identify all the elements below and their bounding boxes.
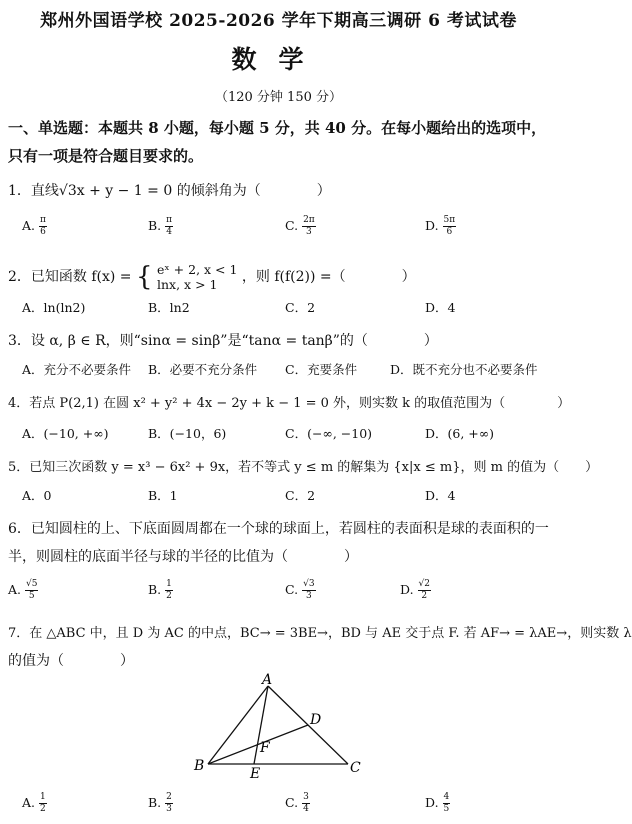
q3-option-a: A．充分不必要条件 <box>22 362 132 377</box>
q2-option-d: D．4 <box>425 300 456 315</box>
q1-stem: 1．直线√3x + y − 1 = 0 的倾斜角为（ ） <box>8 183 331 199</box>
q4-option-d: D．(6, +∞) <box>425 426 495 441</box>
q4-option-c: C．(−∞, −10) <box>285 426 373 441</box>
q3-option-b: B．必要不充分条件 <box>148 362 258 377</box>
q6-option-c: C. $\frac{√3}{3}$ <box>285 579 315 601</box>
label-b: B <box>194 758 205 774</box>
q3-stem: 3．设 α, β ∈ R，则“sinα = sinβ”是“tanα = tanβ”的（ ） <box>8 333 438 349</box>
section-heading-cont: 只有一项是符合题目要求的。 <box>8 147 204 165</box>
label-c: C <box>350 760 361 776</box>
q2-option-b: B．ln2 <box>148 300 190 315</box>
q3-option-c: C．充要条件 <box>285 362 358 377</box>
q7-option-c: C. $\frac{3}{4}$ <box>285 792 309 814</box>
q5-option-d: D．4 <box>425 488 456 503</box>
q6-option-b: B. $\frac{1}{2}$ <box>148 579 172 601</box>
q7-stem-cont: 的值为（ ） <box>8 653 134 669</box>
label-d: D <box>310 712 322 728</box>
q5-option-a: A．0 <box>22 488 52 503</box>
q6-stem: 6．已知圆柱的上、下底面圆周都在一个球的球面上，若圆柱的表面积是球的表面积的一 <box>8 521 549 537</box>
q4-option-a: A．(−10, +∞) <box>22 426 109 441</box>
q2-stem: 2．已知函数 f(x) = { eˣ + 2, x < 1 lnx, x > 1 ，则 f(f(2)) =（ ） <box>8 262 416 292</box>
q2-case2: lnx, x > 1 <box>157 277 218 292</box>
subject-title: 数学 <box>231 45 326 74</box>
section-heading: 一、单选题：本题共 8 小题，每小题 5 分，共 40 分。在每小题给出的选项中， <box>8 119 547 137</box>
label-a: A <box>262 672 273 688</box>
triangle-figure <box>190 672 370 784</box>
q5-stem: 5．已知三次函数 y = x³ − 6x² + 9x，若不等式 y ≤ m 的解集为 {x|x ≤ m}，则 m 的值为（ ） <box>8 460 599 475</box>
q7-option-a: A. $\frac{1}{2}$ <box>22 792 46 814</box>
q2-option-a: A．ln(ln2) <box>22 300 86 315</box>
q1-option-b: B. $\frac{\pi}{4}$ <box>148 215 173 237</box>
label-f: F <box>260 740 270 756</box>
q5-option-c: C．2 <box>285 488 316 503</box>
q1-option-d: D. $\frac{5\pi}{6}$ <box>425 215 456 237</box>
q7-stem: 7．在 △ABC 中，且 D 为 AC 的中点，BC→ = 3BE→，BD 与 AE 交于点 F. 若 AF→ = λAE→，则实数 λ <box>8 626 632 641</box>
q4-option-b: B．(−10，6) <box>148 426 227 441</box>
q7-option-d: D. $\frac{4}{5}$ <box>425 792 450 814</box>
q1-option-c: C. $\frac{2\pi}{3}$ <box>285 215 315 237</box>
exam-title: 郑州外国语学校 2025-2026 学年下期高三调研 6 考试试卷 <box>40 11 517 31</box>
q6-option-d: D. $\frac{√2}{2}$ <box>400 579 431 601</box>
q2-case1: eˣ + 2, x < 1 <box>157 262 238 277</box>
label-e: E <box>250 766 261 782</box>
q6-stem-cont: 半，则圆柱的底面半径与球的半径的比值为（ ） <box>8 549 358 565</box>
q7-option-b: B. $\frac{2}{3}$ <box>148 792 172 814</box>
q3-option-d: D．既不充分也不必要条件 <box>390 362 538 377</box>
q5-option-b: B．1 <box>148 488 178 503</box>
q2-option-c: C．2 <box>285 300 316 315</box>
q4-stem: 4．若点 P(2,1) 在圆 x² + y² + 4x − 2y + k − 1 = 0 外，则实数 k 的取值范围为（ ） <box>8 396 571 411</box>
q6-option-a: A. $\frac{√5}{5}$ <box>8 579 38 601</box>
exam-info: （120 分钟 150 分） <box>214 90 343 105</box>
q1-option-a: A. $\frac{\pi}{6}$ <box>22 215 46 237</box>
